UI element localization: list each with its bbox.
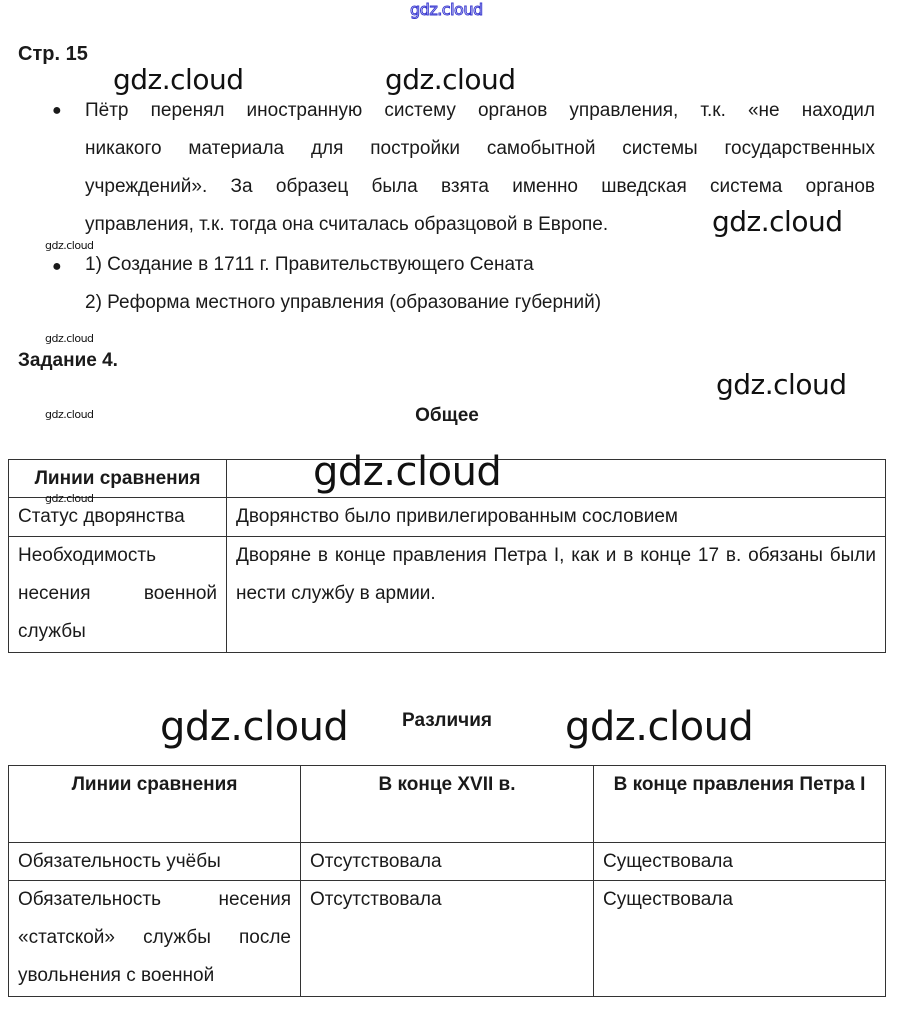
- paragraph-line: никакого материала для постройки самобытной системы государственных: [85, 138, 875, 159]
- task-title: Задание 4.: [18, 350, 118, 371]
- table1-title: Общее: [415, 405, 479, 426]
- cell: Необходимость несения военной службы: [9, 537, 227, 653]
- cell: Отсутствовала: [301, 843, 594, 881]
- header-cell: В конце XVII в.: [301, 766, 594, 843]
- differences-table: [8, 765, 886, 997]
- table-header-row: [9, 766, 886, 843]
- bullet-icon: ●: [52, 102, 62, 119]
- header-cell: В конце правления Петра I: [594, 766, 886, 843]
- watermark: gdz.cloud: [45, 332, 94, 345]
- cell: Дворяне в конце правления Петра I, как и в конце 17 в. обязаны были нести службу в армии.: [227, 537, 886, 653]
- bullet-icon: ●: [52, 258, 62, 275]
- watermark: gdz.cloud: [565, 704, 754, 750]
- header-cell: Линии сравнения: [9, 766, 301, 843]
- table-row: [9, 881, 886, 997]
- paragraph-line: Пётр перенял иностранную систему органов управления, т.к. «не находил: [85, 100, 875, 121]
- paragraph-line: управления, т.к. тогда она считалась образцовой в Европе.: [85, 214, 609, 235]
- watermark: gdz.cloud: [113, 63, 244, 96]
- cell: Статус дворянства: [9, 498, 227, 537]
- watermark: gdz.cloud: [160, 704, 349, 750]
- watermark: gdz.cloud: [716, 368, 847, 401]
- watermark: gdz.cloud: [712, 205, 843, 238]
- watermark: gdz.cloud: [313, 449, 502, 495]
- watermark: gdz.cloud: [45, 239, 94, 252]
- cell: Существовала: [594, 843, 886, 881]
- cell: Обязательность учёбы: [9, 843, 301, 881]
- watermark: gdz.cloud: [45, 492, 94, 505]
- table-row: [9, 537, 886, 653]
- cell: Дворянство было привилегированным сословием: [227, 498, 886, 537]
- paragraph-line: учреждений». За образец была взята именно шведская система органов: [85, 176, 875, 197]
- list-item: 2) Реформа местного управления (образование губерний): [85, 292, 602, 313]
- table-row: [9, 498, 886, 537]
- list-item: 1) Создание в 1711 г. Правительствующего Сената: [85, 254, 534, 275]
- watermark: gdz.cloud: [385, 63, 516, 96]
- table-row: [9, 843, 886, 881]
- page-label: Стр. 15: [18, 43, 88, 65]
- cell: Отсутствовала: [301, 881, 594, 997]
- watermark-top: gdz.cloud: [410, 0, 483, 19]
- cell: Обязательность несения «статской» службы после увольнения с военной: [9, 881, 301, 997]
- watermark: gdz.cloud: [45, 408, 94, 421]
- table2-title: Различия: [402, 710, 492, 731]
- header-cell: Линии сравнения: [9, 460, 227, 498]
- cell: Существовала: [594, 881, 886, 997]
